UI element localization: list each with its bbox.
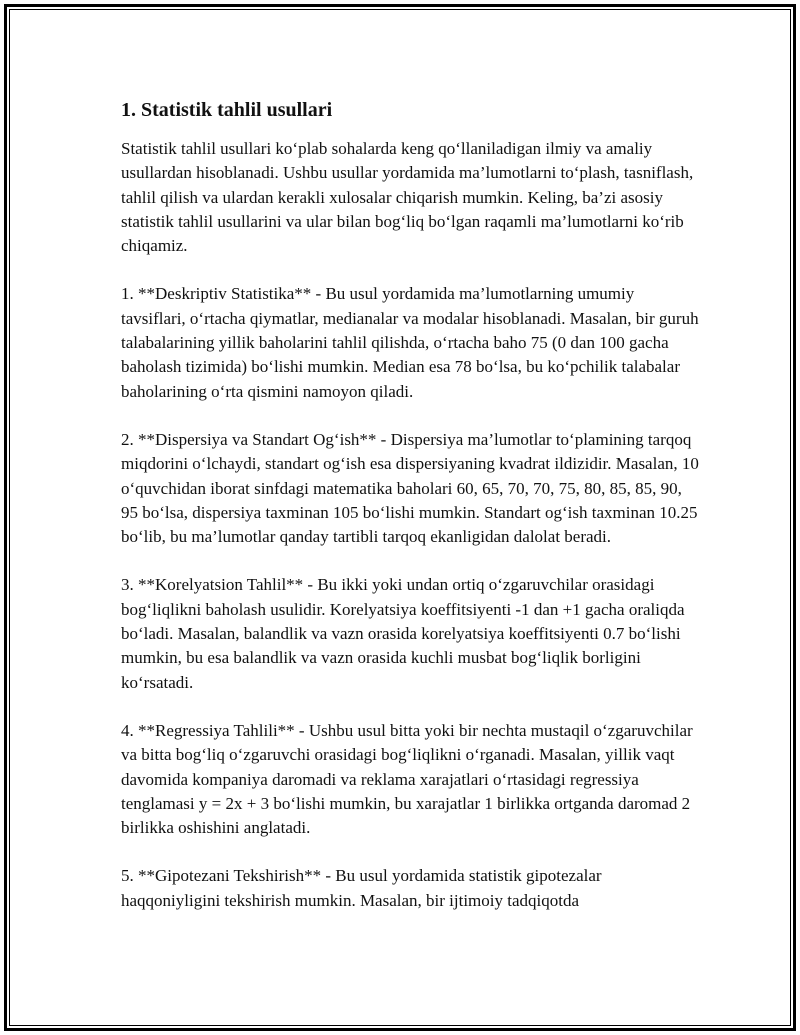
- section-heading: 1. Statistik tahlil usullari: [121, 99, 333, 121]
- paragraph-descriptive-statistics: 1. **Deskriptiv Statistika** - Bu usul yordamida ma’lumotlarning umumiy tavsiflari, o‘rtacha qiymatlar, medianalar va modalar hisoblanadi. Masalan, bir guruh talabalarining yillik baholarini tahlil qilishda, o‘rtacha baho 75 (0 dan 100 gacha baholash tizimida) bo‘lishi mumkin. Median esa 78 bo‘lsa, bu ko‘pchilik talabalar baholarining o‘rta qismini namoyon qiladi.: [121, 284, 699, 401]
- paragraph-regression: 4. **Regressiya Tahlili** - Ushbu usul bitta yoki bir nechta mustaqil o‘zgaruvchilar va bitta bog‘liq o‘zgaruvchi orasidagi bog‘liqlikni o‘rganadi. Masalan, yillik vaqt davomida kompaniya daromadi va reklama xarajatlari o‘rtasidagi regressiya tenglamasi y = 2x + 3 bo‘lishi mumkin, bu xarajatlar 1 birlikka ortganda daromad 2 birlikka oshishini anglatadi.: [121, 720, 693, 838]
- intro-paragraph: Statistik tahlil usullari ko‘plab sohalarda keng qo‘llaniladigan ilmiy va amaliy usullardan hisoblanadi. Ushbu usullar yordamida ma’lumotlarni to‘plash, tasniflash, tahlil qilish va ulardan kerakli xulosalar chiqarish mumkin. Keling, ba’zi asosiy statistik tahlil usullarini va ular bilan bog‘liq bo‘lgan raqamli ma’lumotlarni ko‘rib chiqamiz.: [121, 139, 694, 256]
- page-frame: [4, 4, 796, 1031]
- document-body: [121, 97, 701, 937]
- paragraph-hypothesis-testing: 5. **Gipotezani Tekshirish** - Bu usul yordamida statistik gipotezalar haqqoniyligini tekshirish mumkin. Masalan, bir ijtimoiy tadqiqotda: [121, 866, 602, 910]
- paragraph-dispersion: 2. **Dispersiya va Standart Og‘ish** - Dispersiya ma’lumotlar to‘plamining tarqoq miqdorini o‘lchaydi, standart og‘ish esa dispersiyaning kvadrat ildizidir. Masalan, 10 o‘quvchidan iborat sinfdagi matematika baholari 60, 65, 70, 70, 75, 80, 85, 85, 90, 95 bo‘lsa, dispersiya taxminan 105 bo‘lishi mumkin. Standart og‘ish taxminan 10.25 bo‘lib, bu ma’lumotlar qanday tartibli tarqoq ekanligidan dalolat beradi.: [121, 429, 699, 547]
- paragraph-correlation: 3. **Korelyatsion Tahlil** - Bu ikki yoki undan ortiq o‘zgaruvchilar orasidagi bog‘liqlikni baholash usulidir. Korelyatsiya koeffitsiyenti -1 dan +1 gacha oraliqda bo‘ladi. Masalan, balandlik va vazn orasida korelyatsiya koeffitsiyenti 0.7 bo‘lishi mumkin, bu esa balandlik va vazn orasida kuchli musbat bog‘liqlik borligini ko‘rsatadi.: [121, 575, 685, 692]
